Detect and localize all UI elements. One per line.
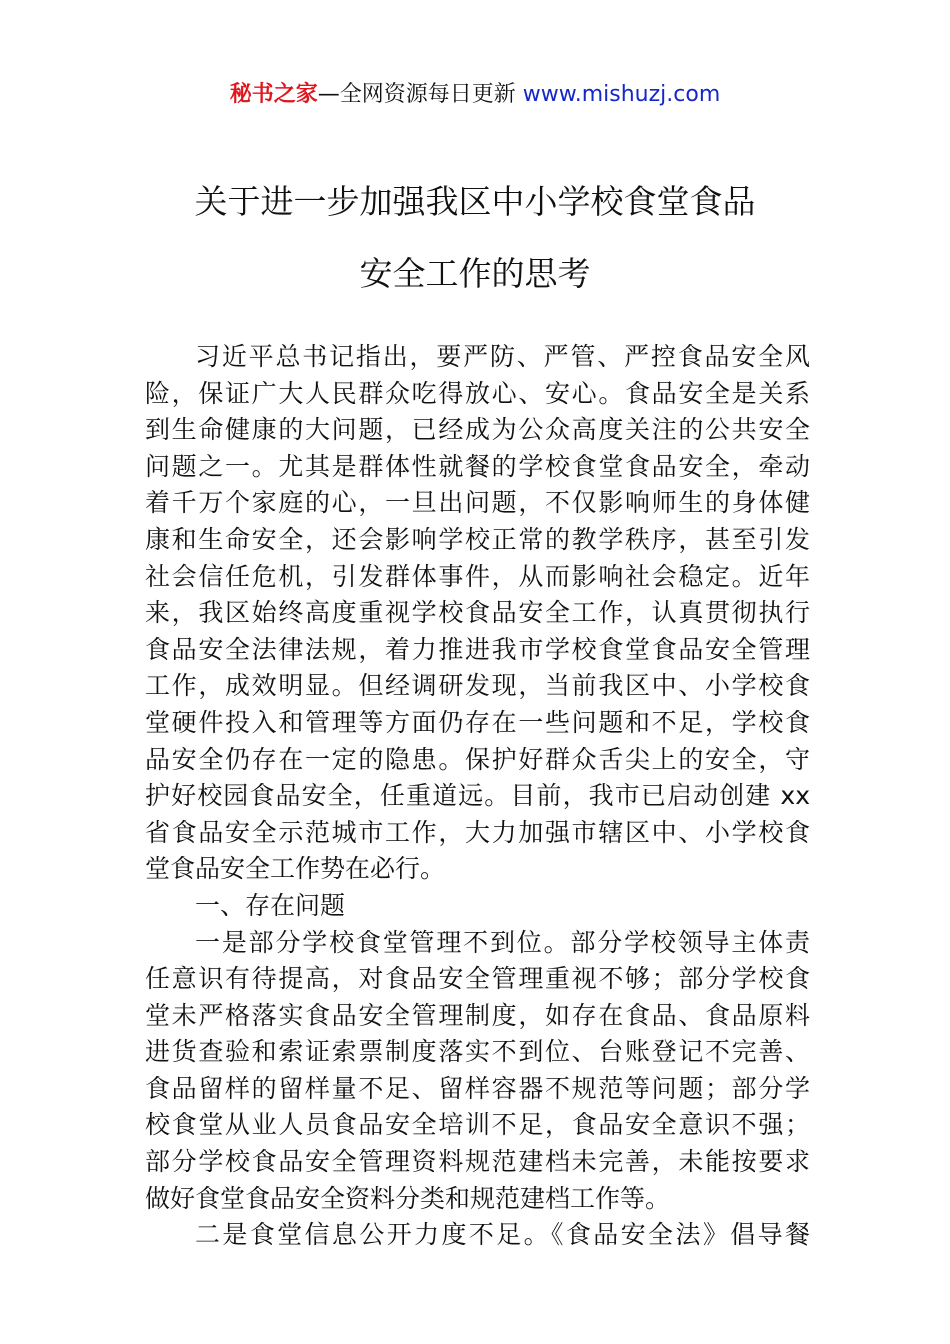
body-line: 工作，成效明显。但经调研发现，当前我区中、小学校食: [145, 671, 810, 701]
body-line: 做好食堂食品安全资料分类和规范建档工作等。: [145, 1183, 671, 1213]
body-line: 来，我区始终高度重视学校食品安全工作，认真贯彻执行: [145, 598, 810, 628]
body-line: 堂硬件投入和管理等方面仍存在一些问题和不足，学校食: [145, 707, 810, 737]
body-line: 习近平总书记指出，要严防、严管、严控食品安全风: [195, 342, 810, 371]
site-url-link[interactable]: www.mishuzj.com: [522, 82, 721, 107]
body-line: 品安全仍存在一定的隐患。保护好群众舌尖上的安全，守: [145, 744, 810, 774]
body-line: 康和生命安全，还会影响学校正常的教学秩序，甚至引发: [145, 524, 810, 554]
body-line: 到生命健康的大问题，已经成为公众高度关注的公共安全: [145, 415, 810, 445]
body-line: 校食堂从业人员食品安全培训不足，食品安全意识不强；: [145, 1110, 810, 1140]
body-line: 任意识有待提高，对食品安全管理重视不够；部分学校食: [145, 964, 810, 994]
body-line: 问题之一。尤其是群体性就餐的学校食堂食品安全，牵动: [145, 451, 810, 481]
body-line: 食品安全法律法规，着力推进我市学校食堂食品安全管理: [145, 634, 810, 664]
section-heading: 一、存在问题: [195, 890, 346, 920]
document-body: [145, 339, 810, 1254]
body-line: 省食品安全示范城市工作，大力加强市辖区中、小学校食: [145, 817, 810, 847]
body-line: 着千万个家庭的心，一旦出问题，不仅影响师生的身体健: [145, 488, 810, 518]
body-line: 堂食品安全工作势在必行。: [145, 854, 446, 884]
document-title-line-1: 关于进一步加强我区中小学校食堂食品: [194, 182, 756, 221]
body-line: 食品留样的留样量不足、留样容器不规范等问题；部分学: [145, 1073, 810, 1103]
body-line: 一是部分学校食堂管理不到位。部分学校领导主体责: [195, 927, 810, 957]
body-line: 进货查验和索证索票制度落实不到位、台账登记不完善、: [145, 1037, 810, 1067]
body-line: 社会信任危机，引发群体事件，从而影响社会稳定。近年: [145, 561, 810, 591]
site-header: [0, 80, 950, 110]
body-line: 护好校园食品安全，任重道远。目前，我市已启动创建 xx: [145, 781, 810, 811]
body-line: 二是食堂信息公开力度不足。《食品安全法》倡导餐: [195, 1220, 810, 1250]
body-line: 堂未严格落实食品安全管理制度，如存在食品、食品原料: [145, 1000, 810, 1030]
document-title-line-2: 安全工作的思考: [359, 254, 591, 293]
header-slogan: —全网资源每日更新: [317, 82, 523, 107]
body-line: 险，保证广大人民群众吃得放心、安心。食品安全是关系: [145, 378, 810, 408]
brand-name: 秘书之家: [229, 82, 318, 107]
body-line: 部分学校食品安全管理资料规范建档未完善，未能按要求: [145, 1147, 810, 1177]
